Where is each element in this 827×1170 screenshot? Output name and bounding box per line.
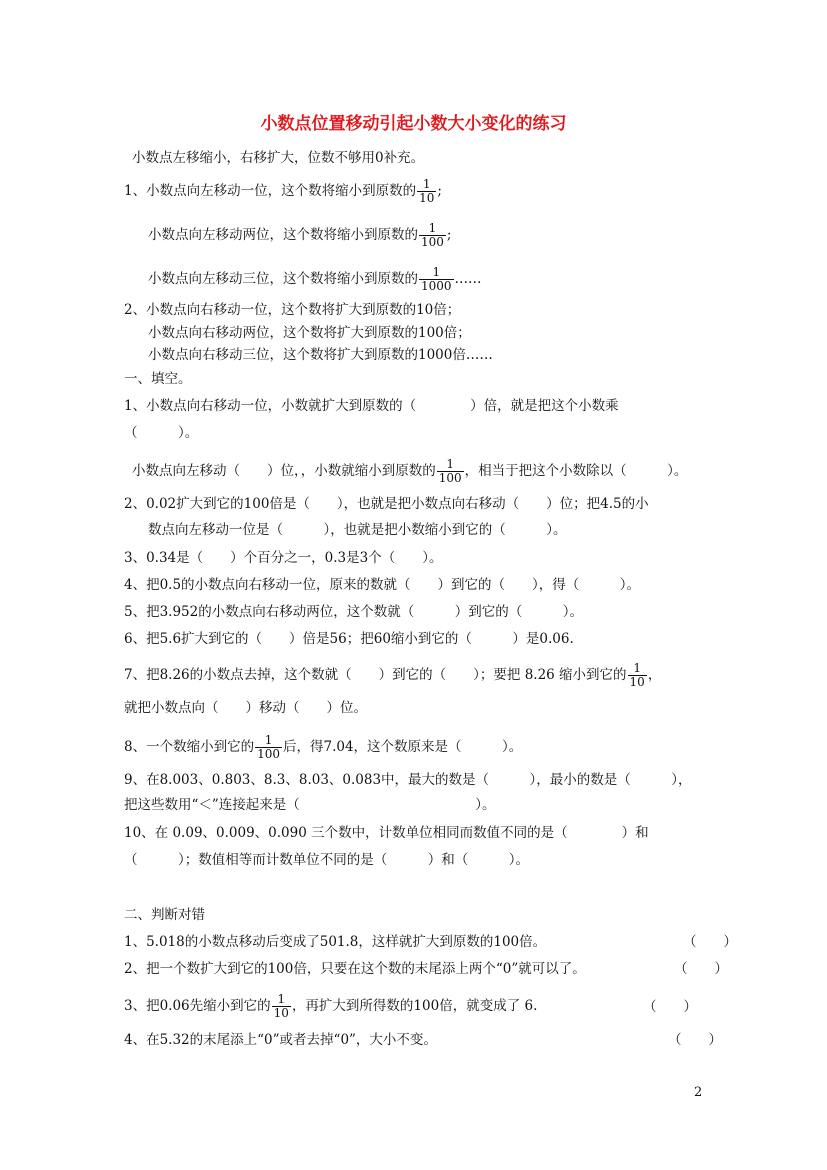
fraction: $\frac{1}{100}$	[421, 221, 444, 249]
question-8: 8、一个数缩小到它的 $\frac{1}{100}$ 后，得7.04，这个数原来是（ ）。	[124, 733, 523, 761]
question-2b: 数点向左移动一位是（ ），也就是把小数缩小到它的（ ）。	[148, 522, 567, 538]
fraction: $\frac{1}{100}$	[438, 457, 462, 485]
question-4: 4、把0.5的小数点向右移动一位，原来的数就（ ）到它的（ ），得（ ）。	[124, 577, 641, 593]
rule-right-3: 小数点向右移动三位，这个数将扩大到原数的1000倍……	[148, 347, 493, 363]
judge-1-paren: （ ）	[683, 934, 737, 950]
fraction: $\frac{1}{10}$	[629, 661, 645, 689]
page-title: 小数点位置移动引起小数大小变化的练习	[260, 114, 567, 134]
question-7b: 就把小数点向（ ）移动（ ）位。	[124, 700, 367, 716]
judge-2: 2、把一个数扩大到它的100倍，只要在这个数的末尾添上两个“0”就可以了。	[124, 961, 586, 977]
fraction: $\frac{1}{100}$	[257, 733, 280, 761]
judge-2-paren: （ ）	[674, 961, 728, 977]
intro-text: 小数点左移缩小，右移扩大，位数不够用0补充。	[132, 150, 425, 166]
question-9b: 把这些数用“＜”连接起来是（ ）。	[124, 797, 496, 813]
question-6: 6、把5.6扩大到它的（ ）倍是56；把60缩小到它的（ ）是0.06.	[124, 631, 574, 647]
question-1b: （ ）。	[124, 425, 199, 441]
judge-1: 1、5.018的小数点移动后变成了501.8，这样就扩大到原数的100倍。	[124, 934, 547, 950]
judge-3-paren: （ ）	[643, 999, 697, 1015]
fraction: $\frac{1}{1000}$	[421, 265, 452, 293]
question-1a: 1、小数点向右移动一位，小数就扩大到原数的（ ）倍，就是把这个小数乘	[124, 398, 619, 414]
question-5: 5、把3.952的小数点向右移动两位，这个数就（ ）到它的（ ）。	[124, 604, 583, 620]
page-number: 2	[694, 1085, 703, 1100]
rule-right-1: 2、小数点向右移动一位，这个数将扩大到原数的10倍；	[124, 302, 461, 318]
question-10a: 10、在 0.09、0.009、0.090 三个数中，计数单位相同而数值不同的是（ ）和	[124, 825, 649, 841]
rule-left-2: 小数点向左移动两位，这个数将缩小到原数的 $\frac{1}{100}$ ;	[148, 221, 452, 249]
question-3: 3、0.34是（ ）个百分之一，0.3是3个（ ）。	[124, 550, 443, 566]
rule-left-1: 1、小数点向左移动一位，这个数将缩小到原数的 $\frac{1}{10}$ ;	[124, 177, 442, 205]
question-1c: 小数点向左移动（ ）位，，小数就缩小到原数的 $\frac{1}{100}$ ，相当于把这个小数除以（ ）。	[132, 457, 688, 485]
judge-4-paren: （ ）	[668, 1032, 722, 1048]
question-10b: （ ）；数值相等而计数单位不同的是（ ）和（ ）。	[124, 852, 529, 868]
judge-4: 4、在5.32的末尾添上“0”或者去掉“0”，大小不变。	[124, 1032, 437, 1048]
rule-left-3: 小数点向左移动三位，这个数将缩小到原数的 $\frac{1}{1000}$ ……	[148, 265, 482, 293]
question-9a: 9、在8.003、0.803、8.3、8.03、0.083中，最大的数是（ ），最小的数是（ ），	[124, 772, 692, 788]
rule-right-2: 小数点向右移动两位，这个数将扩大到原数的100倍；	[148, 325, 471, 341]
question-7a: 7、把8.26的小数点去掉，这个数就（ ）到它的（ ）；要把 8.26 缩小到它的 $\frac{1}{10}$ ，	[124, 661, 662, 689]
fraction: $\frac{1}{10}$	[273, 992, 289, 1020]
question-2a: 2、0.02扩大到它的100倍是（ ），也就是把小数点向右移动（ ）位；把4.5的小	[124, 496, 649, 512]
judge-3: 3、把0.06先缩小到它的 $\frac{1}{10}$ ，再扩大到所得数的100倍，就变成了 6.	[124, 992, 538, 1020]
section-heading-fill: 一、填空。	[124, 371, 192, 387]
section-heading-judge: 二、判断对错	[124, 907, 205, 923]
fraction: $\frac{1}{10}$	[419, 177, 435, 205]
